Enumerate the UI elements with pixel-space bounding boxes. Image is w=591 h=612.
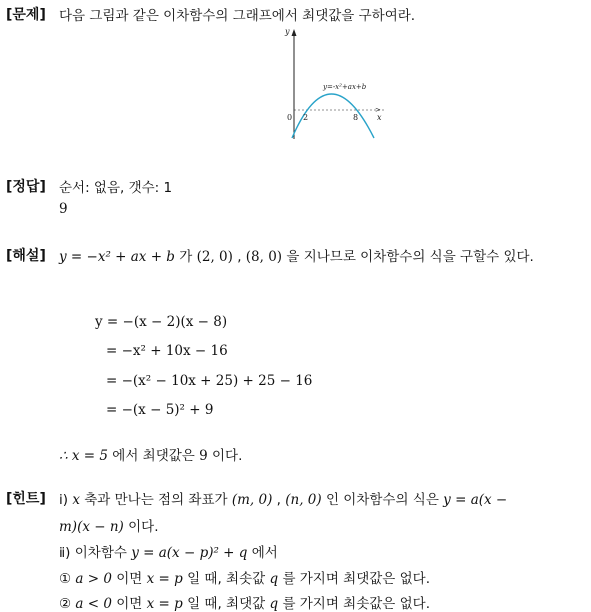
parabola-graph <box>284 26 394 141</box>
derivation-step-2: = −x² + 10x − 16 <box>106 343 228 359</box>
derivation-step-1: y = −(x − 2)(x − 8) <box>95 314 228 330</box>
hint-case-1: ① a > 0 이면 x = p 일 때, 최솟값 q 를 가지며 최댓값은 없다. <box>59 571 431 587</box>
answer-meta: 순서: 없음, 갯수: 1 <box>59 180 173 196</box>
derivation-step-4: = −(x − 5)² + 9 <box>106 402 214 418</box>
problem-label: [문제] <box>6 7 46 23</box>
problem-text: 다음 그림과 같은 이차함수의 그래프에서 최댓값을 구하여라. <box>59 8 416 24</box>
equation-label: y=-x²+ax+b <box>323 83 367 91</box>
x-axis-arrow: > <box>375 106 381 114</box>
x-axis-label: x <box>377 113 382 122</box>
answer-value: 9 <box>59 201 68 217</box>
derivation-step-3: = −(x² − 10x + 25) + 25 − 16 <box>106 373 313 389</box>
hint-i-line1: ⅰ) x 축과 만나는 점의 좌표가 (m, 0) , (n, 0) 인 이차함수의 식은 y = a(x − <box>59 492 508 508</box>
explanation-line: y = −x² + ax + b 가 (2, 0) , (8, 0) 을 지나므로 이차함수의 식을 구할수 있다. <box>59 249 534 265</box>
y-axis-label: y <box>285 27 290 36</box>
hint-label: [힌트] <box>6 491 46 507</box>
point-8-0: (8, 0) <box>245 249 283 265</box>
explanation-equation: y = −x² + ax + b <box>59 249 175 265</box>
answer-label: [정답] <box>6 179 46 195</box>
hint-ii-line: ⅱ) 이차함수 y = a(x − p)² + q 에서 <box>59 545 278 561</box>
origin-label: 0 <box>287 113 293 122</box>
hint-case-2: ② a < 0 이면 x = p 일 때, 최댓값 q 를 가지며 최솟값은 없다. <box>59 596 431 612</box>
explanation-label: [해설] <box>6 248 46 264</box>
max-value: 9 <box>199 448 208 464</box>
hint-i-line2: m)(x − n) 이다. <box>59 519 159 535</box>
point-2-0: (2, 0) <box>196 249 233 265</box>
y-axis-arrow <box>292 29 297 36</box>
tick-label-2: 2 <box>303 113 309 122</box>
conclusion-line: ∴ x = 5 에서 최댓값은 9 이다. <box>59 448 243 464</box>
tick-label-8: 8 <box>353 113 359 122</box>
